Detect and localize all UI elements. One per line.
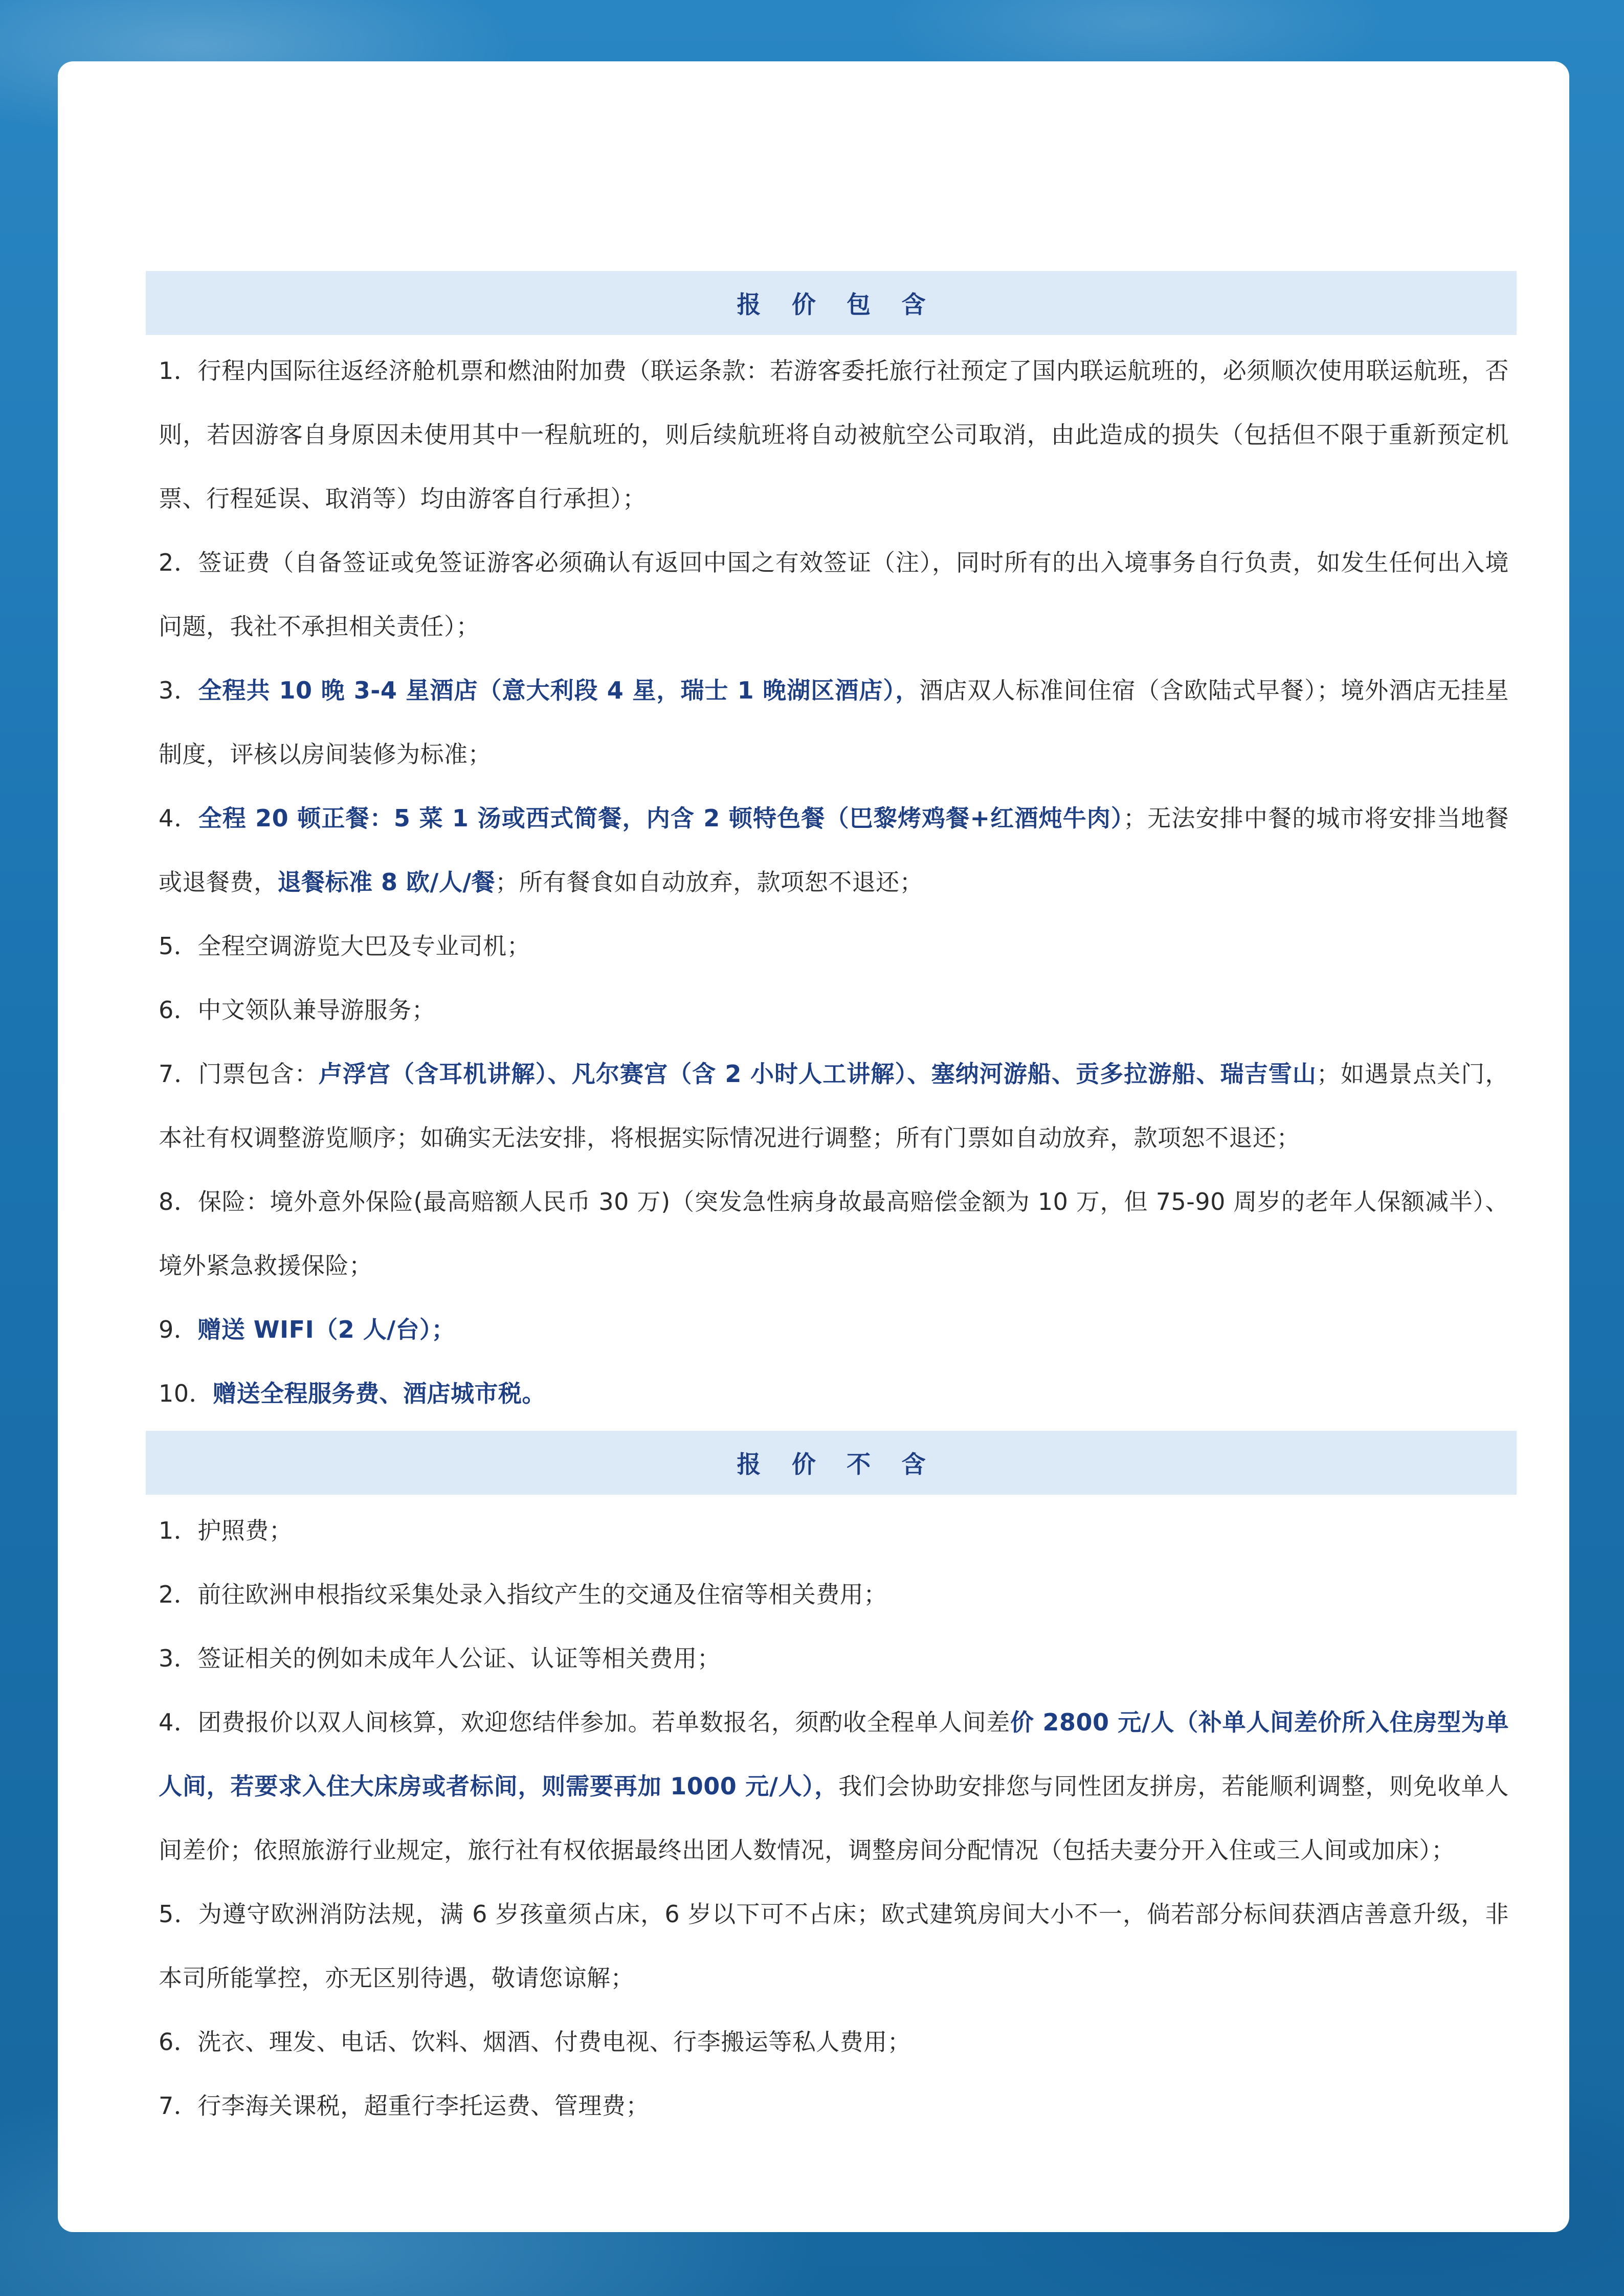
includes-list xyxy=(146,339,1517,1426)
item-text: 行李海关课税，超重行李托运费、管理费； xyxy=(197,2092,650,2120)
includes-item-2 xyxy=(159,531,1509,659)
excludes-item-6 xyxy=(159,2010,1509,2074)
item-number: 7． xyxy=(159,1060,198,1088)
item-text: 我们会协助安排您与同性团友拼房，若能顺利调整，则免收单人间差价；依照旅游行业规定，旅行社有权依据最终出团人数情况，调整房间分配情况（包括夫妻分开入住或三人间或加床）； xyxy=(159,1772,1509,1864)
excludes-item-3 xyxy=(159,1627,1509,1691)
item-text: 保险：境外意外保险(最高赔额人民币 30 万)（突发急性病身故最高赔偿金额为 10 万，但 75-90 周岁的老年人保额减半）、境外紧急救援保险； xyxy=(159,1188,1509,1279)
item-text: 中文领队兼导游服务； xyxy=(197,996,436,1024)
item-text: ；无法安排中餐的城市将安排当地餐或退餐费， xyxy=(159,804,1509,896)
includes-item-7 xyxy=(159,1042,1509,1170)
item-text: 门票包含： xyxy=(198,1060,319,1088)
item-number: 3． xyxy=(159,677,198,704)
item-number: 9． xyxy=(159,1316,198,1343)
item-number: 1． xyxy=(159,1517,198,1544)
item-text: 护照费； xyxy=(197,1517,293,1544)
highlight-text: 退餐标准 8 欧/人/餐 xyxy=(277,868,496,896)
highlight-text: 卢浮宫（含耳机讲解）、凡尔赛宫（含 2 小时人工讲解）、塞纳河游船、贡多拉游船、瑞吉雪山 xyxy=(318,1060,1317,1088)
content-card xyxy=(58,61,1569,2232)
includes-item-5 xyxy=(159,914,1509,978)
item-text: 全程空调游览大巴及专业司机； xyxy=(197,932,531,960)
item-text: 洗衣、理发、电话、饮料、烟酒、付费电视、行李搬运等私人费用； xyxy=(197,2028,911,2056)
item-number: 5． xyxy=(159,1900,198,1928)
item-number: 6． xyxy=(159,996,198,1024)
item-number: 4． xyxy=(159,1708,198,1736)
item-number: 8． xyxy=(159,1188,198,1215)
item-number: 6． xyxy=(159,2028,198,2056)
item-number: 2． xyxy=(159,549,198,576)
item-text: 签证相关的例如未成年人公证、认证等相关费用； xyxy=(197,1645,721,1672)
excludes-item-4 xyxy=(159,1691,1509,1882)
item-number: 3． xyxy=(159,1645,198,1672)
item-number: 2． xyxy=(159,1581,198,1608)
includes-section-header xyxy=(146,271,1517,335)
item-number: 1． xyxy=(159,357,198,385)
excludes-section-title: 报 价 不 含 xyxy=(737,1451,937,1479)
highlight-text: 全程 20 顿正餐：5 菜 1 汤或西式简餐，内含 2 顿特色餐（巴黎烤鸡餐+红酒炖牛肉） xyxy=(198,804,1124,832)
item-text: 酒店双人标准间住宿（含欧陆式早餐）；境外酒店无挂星制度，评核以房间装修为标准； xyxy=(159,677,1509,768)
item-text: ；如遇景点关门，本社有权调整游览顺序；如确实无法安排，将根据实际情况进行调整；所有门票如自动放弃，款项恕不退还； xyxy=(159,1060,1509,1152)
highlight-text: 全程共 10 晚 3-4 星酒店（意大利段 4 星，瑞士 1 晚湖区酒店）， xyxy=(198,677,920,704)
excludes-item-2 xyxy=(159,1563,1509,1627)
excludes-item-7 xyxy=(159,2074,1509,2138)
item-number: 4． xyxy=(159,804,198,832)
highlight-text: 价 2800 元/人（补单人间差价所入住房型为单人间，若要求入住大床房或者标间，则需要再加 1000 元/人）， xyxy=(159,1708,1509,1800)
item-text: ；所有餐食如自动放弃，款项恕不退还； xyxy=(495,868,924,896)
item-number: 10． xyxy=(159,1380,213,1407)
includes-item-6 xyxy=(159,978,1509,1042)
highlight-text: 赠送 WIFI（2 人/台）； xyxy=(197,1316,456,1343)
includes-item-9 xyxy=(159,1298,1509,1362)
item-text: 团费报价以双人间核算，欢迎您结伴参加。若单数报名，须酌收全程单人间差 xyxy=(197,1708,1011,1736)
includes-item-10 xyxy=(159,1362,1509,1426)
item-text: 为遵守欧洲消防法规，满 6 岁孩童须占床，6 岁以下可不占床；欧式建筑房间大小不一，倘若部分标间获酒店善意升级，非本司所能掌控，亦无区别待遇，敬请您谅解； xyxy=(159,1900,1509,1992)
item-number: 7． xyxy=(159,2092,198,2120)
excludes-item-1 xyxy=(159,1499,1509,1563)
includes-item-4 xyxy=(159,786,1509,914)
highlight-text: 赠送全程服务费、酒店城市税。 xyxy=(213,1380,546,1407)
excludes-section-header xyxy=(146,1431,1517,1495)
includes-item-1 xyxy=(159,339,1509,531)
includes-section-title: 报 价 包 含 xyxy=(737,291,937,319)
item-text: 前往欧洲申根指纹采集处录入指纹产生的交通及住宿等相关费用； xyxy=(197,1581,887,1608)
item-number: 5． xyxy=(159,932,198,960)
item-text: 签证费（自备签证或免签证游客必须确认有返回中国之有效签证（注），同时所有的出入境事务自行负责，如发生任何出入境问题，我社不承担相关责任）； xyxy=(159,549,1509,640)
excludes-item-5 xyxy=(159,1882,1509,2010)
item-text: 行程内国际往返经济舱机票和燃油附加费（联运条款：若游客委托旅行社预定了国内联运航班的，必须顺次使用联运航班，否则，若因游客自身原因未使用其中一程航班的，则后续航班将自动被航空公司取消，由此造成的损失（包括但不限于重新预定机票、行程延误、取消等）均由游客自行承担）； xyxy=(159,357,1509,512)
includes-item-8 xyxy=(159,1170,1509,1298)
excludes-list xyxy=(146,1499,1517,2138)
includes-item-3 xyxy=(159,659,1509,786)
